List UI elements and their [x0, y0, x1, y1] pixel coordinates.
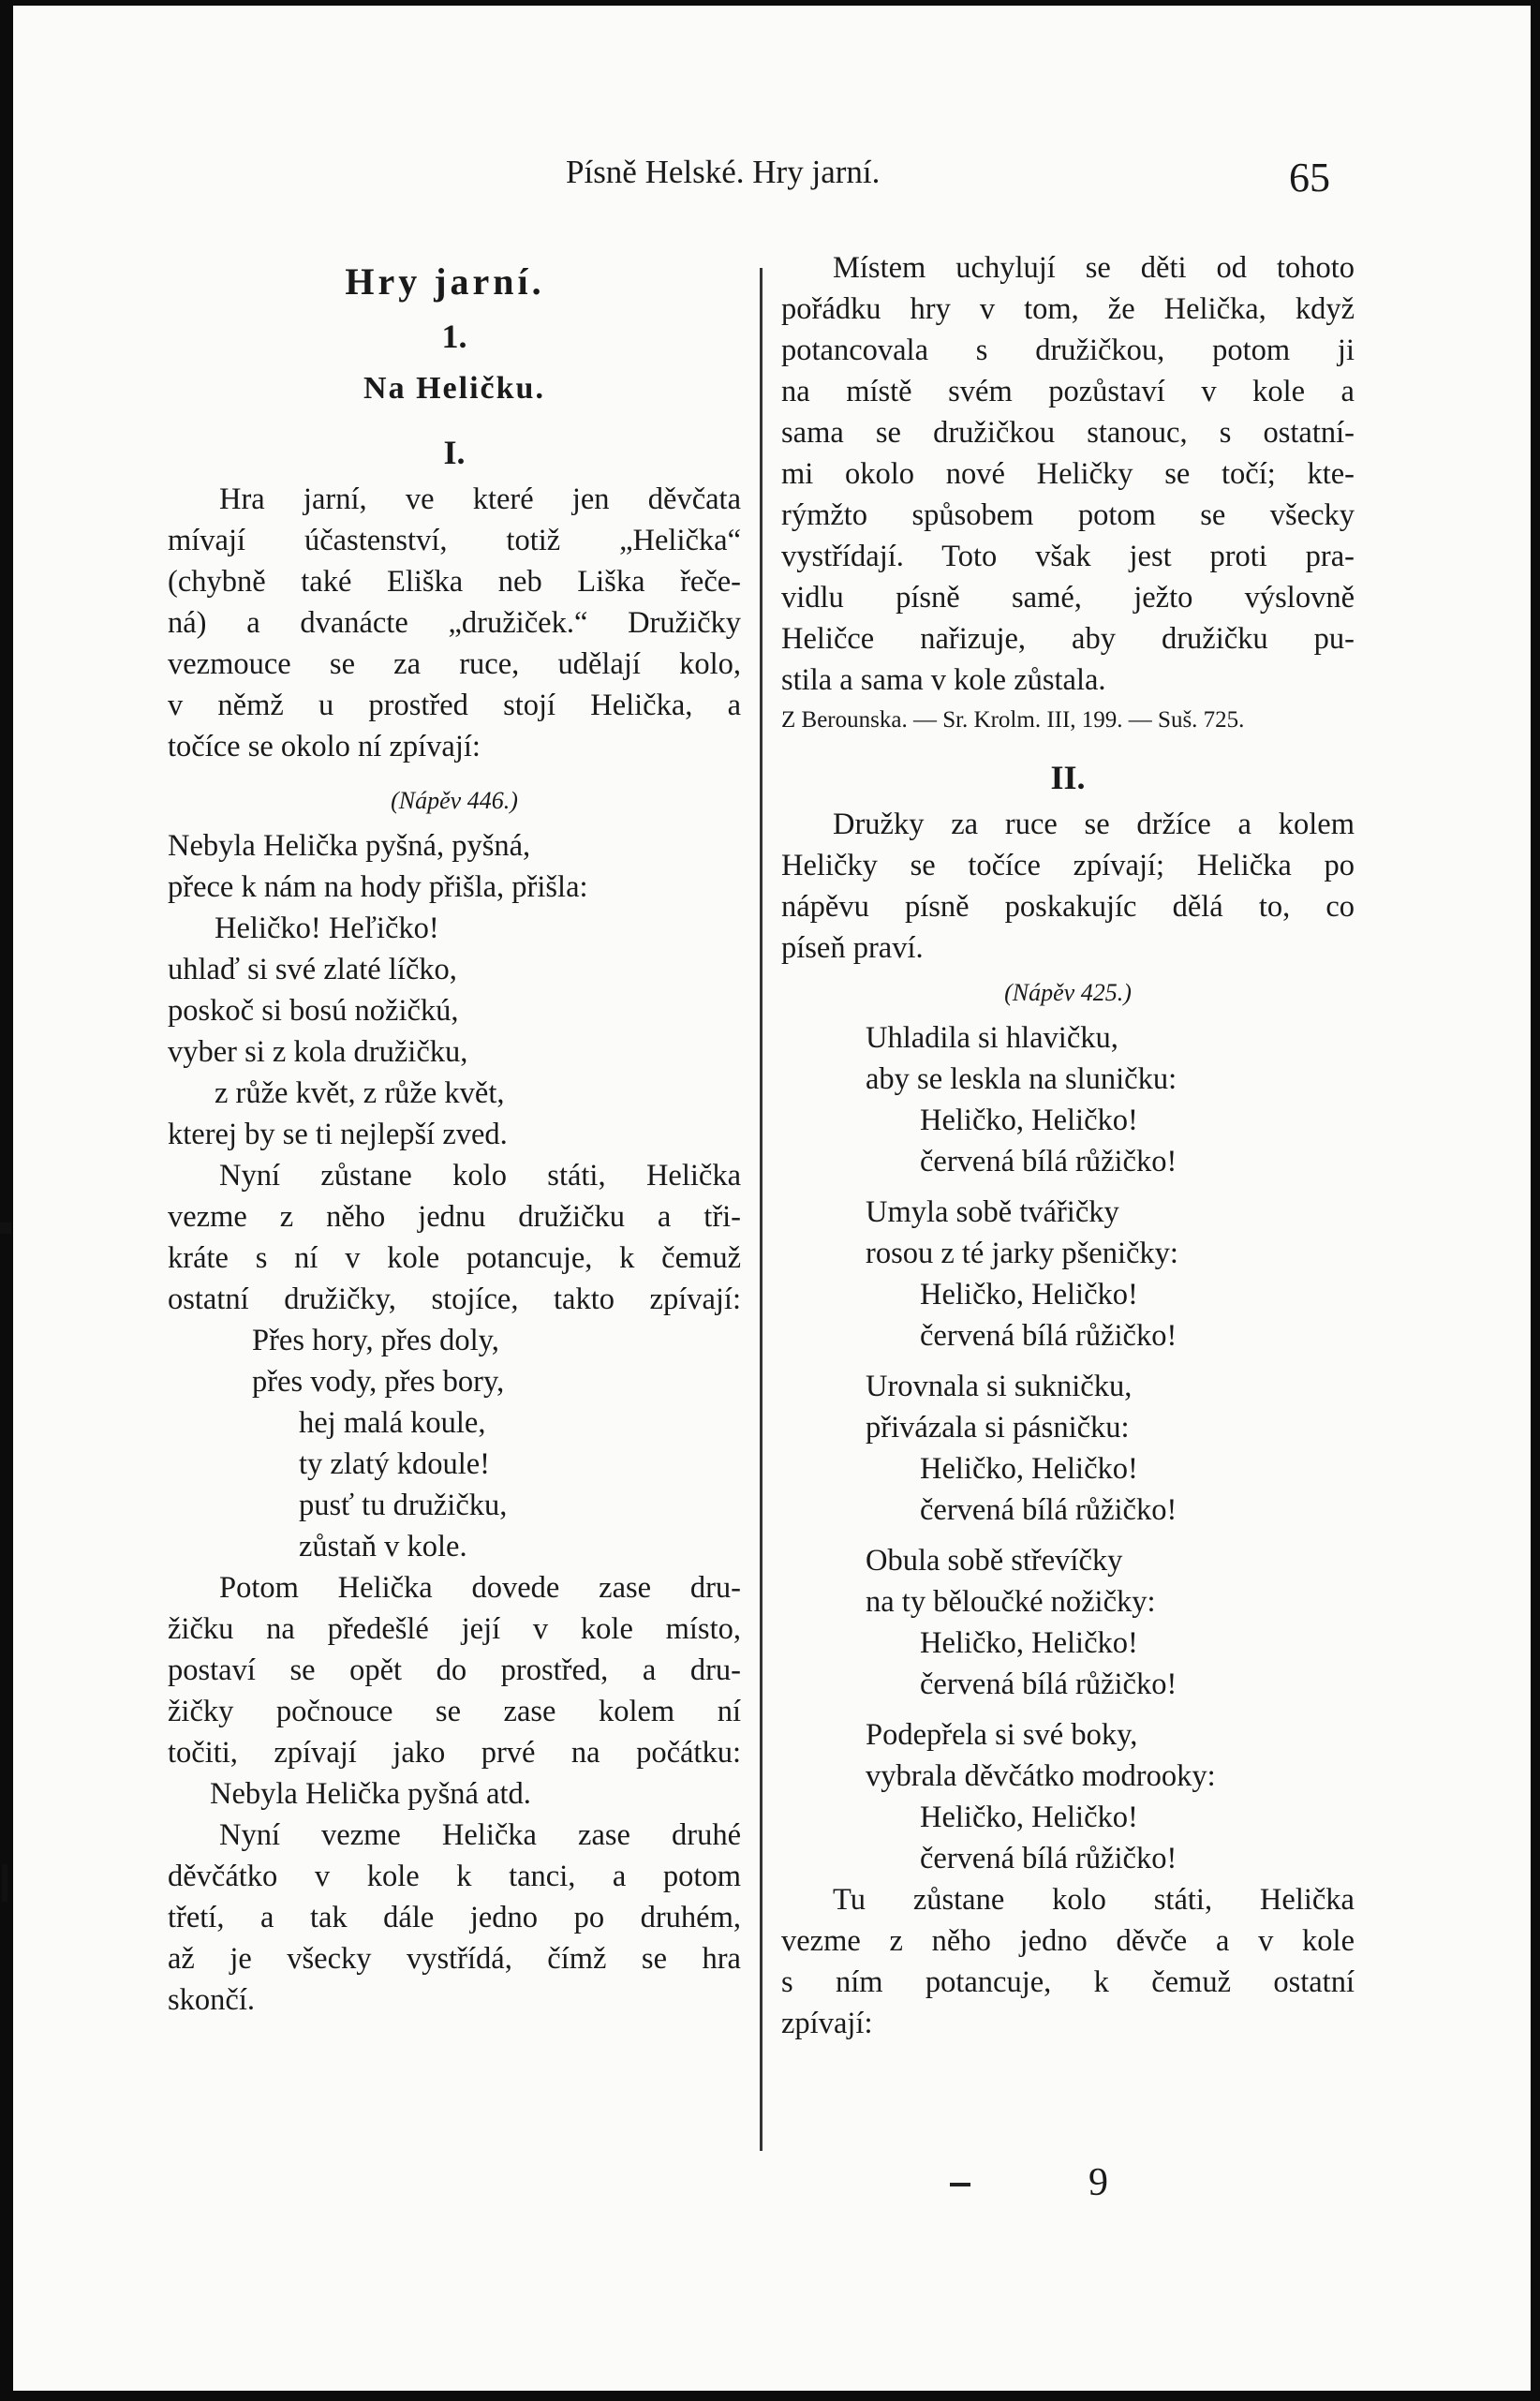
- text-line: vezme z něho jedno děvče a v kole: [781, 1924, 1355, 1958]
- melody-reference: (Nápěv 425.): [1004, 979, 1132, 1006]
- verse-line: červená bílá růžičko!: [920, 1145, 1177, 1178]
- verse-line: červená bílá růžičko!: [920, 1842, 1177, 1875]
- book-page: [13, 6, 1531, 2391]
- text-line: sama se družičkou stanouc, s ostatní-: [781, 416, 1355, 450]
- text-line: v němž u prostřed stojí Helička, a: [168, 689, 741, 722]
- verse-line: červená bílá růžičko!: [920, 1667, 1177, 1701]
- melody-reference: (Nápěv 446.): [391, 787, 518, 814]
- verse-line: přivázala si pásničku:: [866, 1411, 1130, 1445]
- song-verse: [168, 1320, 741, 1567]
- source-note: Z Berounska. — Sr. Krolm. III, 199. — Suš. 725.: [781, 707, 1245, 733]
- verse-line: pusť tu družičku,: [299, 1489, 508, 1522]
- verse-line: Přes hory, přes doly,: [252, 1324, 499, 1357]
- verse-line: aby se leskla na sluničku:: [866, 1062, 1177, 1096]
- verse-line: Uhladila si hlavičku,: [866, 1021, 1118, 1055]
- text-line: mívají účastenství, totiž „Helička“: [168, 524, 741, 557]
- text-line: potancovala s družičkou, potom ji: [781, 333, 1355, 367]
- text-line: postaví se opět do prostřed, a dru-: [168, 1653, 741, 1687]
- paragraph: [168, 1815, 741, 2021]
- verse-line: Urovnala si sukničku,: [866, 1370, 1133, 1403]
- paragraph: [168, 1155, 741, 1320]
- verse-line: Obula sobě střevíčky: [866, 1544, 1123, 1578]
- verse-line: přece k nám na hody přišla, přišla:: [168, 870, 588, 904]
- text-line: skončí.: [168, 1983, 255, 2017]
- scan-mark: [2, 1864, 7, 1902]
- text-line: rýmžto spůsobem potom se všecky: [781, 498, 1355, 532]
- text-line: vidlu písně samé, ježto výslovně: [781, 581, 1355, 615]
- verse-line: Heličko, Heličko!: [920, 1801, 1138, 1834]
- text-line: ostatní družičky, stojíce, takto zpívají:: [168, 1282, 741, 1316]
- stanza: [781, 1714, 1355, 1879]
- verse-line: uhlaď si své zlaté líčko,: [168, 953, 457, 986]
- stanza: [781, 1366, 1355, 1531]
- text-line: zpívají:: [781, 2007, 873, 2040]
- page-header: [13, 154, 1531, 210]
- text-line: vezme z něho jednu družičku a tři-: [168, 1200, 741, 1234]
- intro-paragraph: [781, 804, 1355, 969]
- paragraph: [168, 1567, 741, 1773]
- verse-line: ty zlatý kdoule!: [299, 1447, 490, 1481]
- text-line: Družky za ruce se držíce a kolem: [833, 808, 1355, 841]
- song-number: 1.: [441, 318, 467, 355]
- verse-line: červená bílá růžičko!: [920, 1493, 1177, 1527]
- verse-line: rosou z té jarky pšeničky:: [866, 1237, 1178, 1270]
- text-line: Nyní zůstane kolo státi, Helička: [219, 1159, 741, 1193]
- verse-line: na ty běloučké nožičky:: [866, 1585, 1156, 1619]
- paragraph: [781, 247, 1355, 701]
- text-line: píseň praví.: [781, 931, 924, 965]
- text-line: Heličky se točíce zpívají; Helička po: [781, 849, 1355, 882]
- verse-line: zůstaň v kole.: [299, 1530, 467, 1564]
- intro-paragraph: [168, 479, 741, 767]
- verse-line: červená bílá růžičko!: [920, 1319, 1177, 1353]
- verse-line: Heličko! Heľičko!: [215, 911, 439, 945]
- text-line: vezmouce se za ruce, udělají kolo,: [168, 647, 741, 681]
- text-line: děvčátko v kole k tanci, a potom: [168, 1860, 741, 1893]
- verse-line: Heličko, Heličko!: [920, 1452, 1138, 1486]
- text-line: až je všecky vystřídá, čímž se hra: [168, 1942, 741, 1976]
- text-line: nápěvu písně poskakujíc dělá to, co: [781, 890, 1355, 924]
- stanza: [781, 1017, 1355, 1182]
- right-column: [781, 247, 1355, 2044]
- text-line: na místě svém pozůstaví v kole a: [781, 375, 1355, 408]
- running-head: Písně Helské. Hry jarní.: [566, 154, 881, 190]
- verse-line: Heličko, Heličko!: [920, 1626, 1138, 1660]
- text-line: třetí, a tak dále jedno po druhém,: [168, 1901, 741, 1934]
- variant-number: I.: [443, 434, 466, 471]
- text-line: Místem uchylují se děti od tohoto: [833, 251, 1355, 285]
- stanza: [781, 1540, 1355, 1705]
- song-verse: [168, 825, 741, 1155]
- text-line: Nyní vezme Helička zase druhé: [219, 1818, 741, 1852]
- text-line: pořádku hry v tom, že Helička, když: [781, 292, 1355, 326]
- text-line: žičky počnouce se zase kolem ní: [168, 1695, 741, 1728]
- scan-mark: [0, 1223, 11, 1234]
- text-line: (chybně také Eliška neb Liška řeče-: [168, 565, 741, 599]
- text-line: ná) a dvanácte „družiček.“ Družičky: [168, 606, 741, 640]
- text-line: s ním potancuje, k čemuž ostatní: [781, 1965, 1355, 1999]
- text-line: Heličce nařizuje, aby družičku pu-: [781, 622, 1355, 656]
- verse-line: Heličko, Heličko!: [920, 1104, 1138, 1137]
- signature-dash: [950, 2183, 970, 2186]
- signature-mark: [950, 2160, 1287, 2216]
- text-line: vystřídají. Toto však jest proti pra-: [781, 540, 1355, 573]
- repeat-line: Nebyla Helička pyšná atd.: [210, 1777, 531, 1811]
- stanza: [781, 1192, 1355, 1356]
- text-line: stila a sama v kole zůstala.: [781, 663, 1106, 697]
- verse-line: z růže květ, z růže květ,: [215, 1076, 505, 1110]
- text-line: žičku na předešlé její v kole místo,: [168, 1612, 741, 1646]
- text-line: točíce se okolo ní zpívají:: [168, 730, 481, 763]
- verse-line: vyber si z kola družičku,: [168, 1035, 468, 1069]
- variant-number: II.: [1050, 759, 1086, 796]
- text-line: mi okolo nové Heličky se točí; kte-: [781, 457, 1355, 491]
- verse-line: přes vody, přes bory,: [252, 1365, 505, 1399]
- text-line: Hra jarní, ve které jen děvčata: [219, 482, 741, 516]
- verse-line: Heličko, Heličko!: [920, 1278, 1138, 1312]
- text-line: Potom Helička dovede zase dru-: [219, 1571, 741, 1605]
- text-line: kráte s ní v kole potancuje, k čemuž: [168, 1241, 741, 1275]
- column-rule: [760, 268, 763, 2151]
- verse-line: Podepřela si své boky,: [866, 1718, 1138, 1752]
- text-line: Tu zůstane kolo státi, Helička: [833, 1883, 1355, 1917]
- left-column: [168, 254, 741, 2021]
- verse-line: Umyla sobě tvářičky: [866, 1195, 1119, 1229]
- signature-number: 9: [1088, 2161, 1108, 2204]
- paragraph: [781, 1879, 1355, 2044]
- section-title: Hry jarní.: [345, 260, 545, 303]
- text-line: točiti, zpívají jako prvé na počátku:: [168, 1736, 741, 1770]
- verse-line: poskoč si bosú nožičkú,: [168, 994, 459, 1028]
- verse-line: hej malá koule,: [299, 1406, 486, 1440]
- song-title: Na Heličku.: [363, 371, 545, 406]
- verse-line: Nebyla Helička pyšná, pyšná,: [168, 829, 531, 863]
- page-number: 65: [1289, 155, 1330, 200]
- verse-line: kterej by se ti nejlepší zved.: [168, 1118, 508, 1151]
- verse-line: vybrala děvčátko modrooky:: [866, 1759, 1216, 1793]
